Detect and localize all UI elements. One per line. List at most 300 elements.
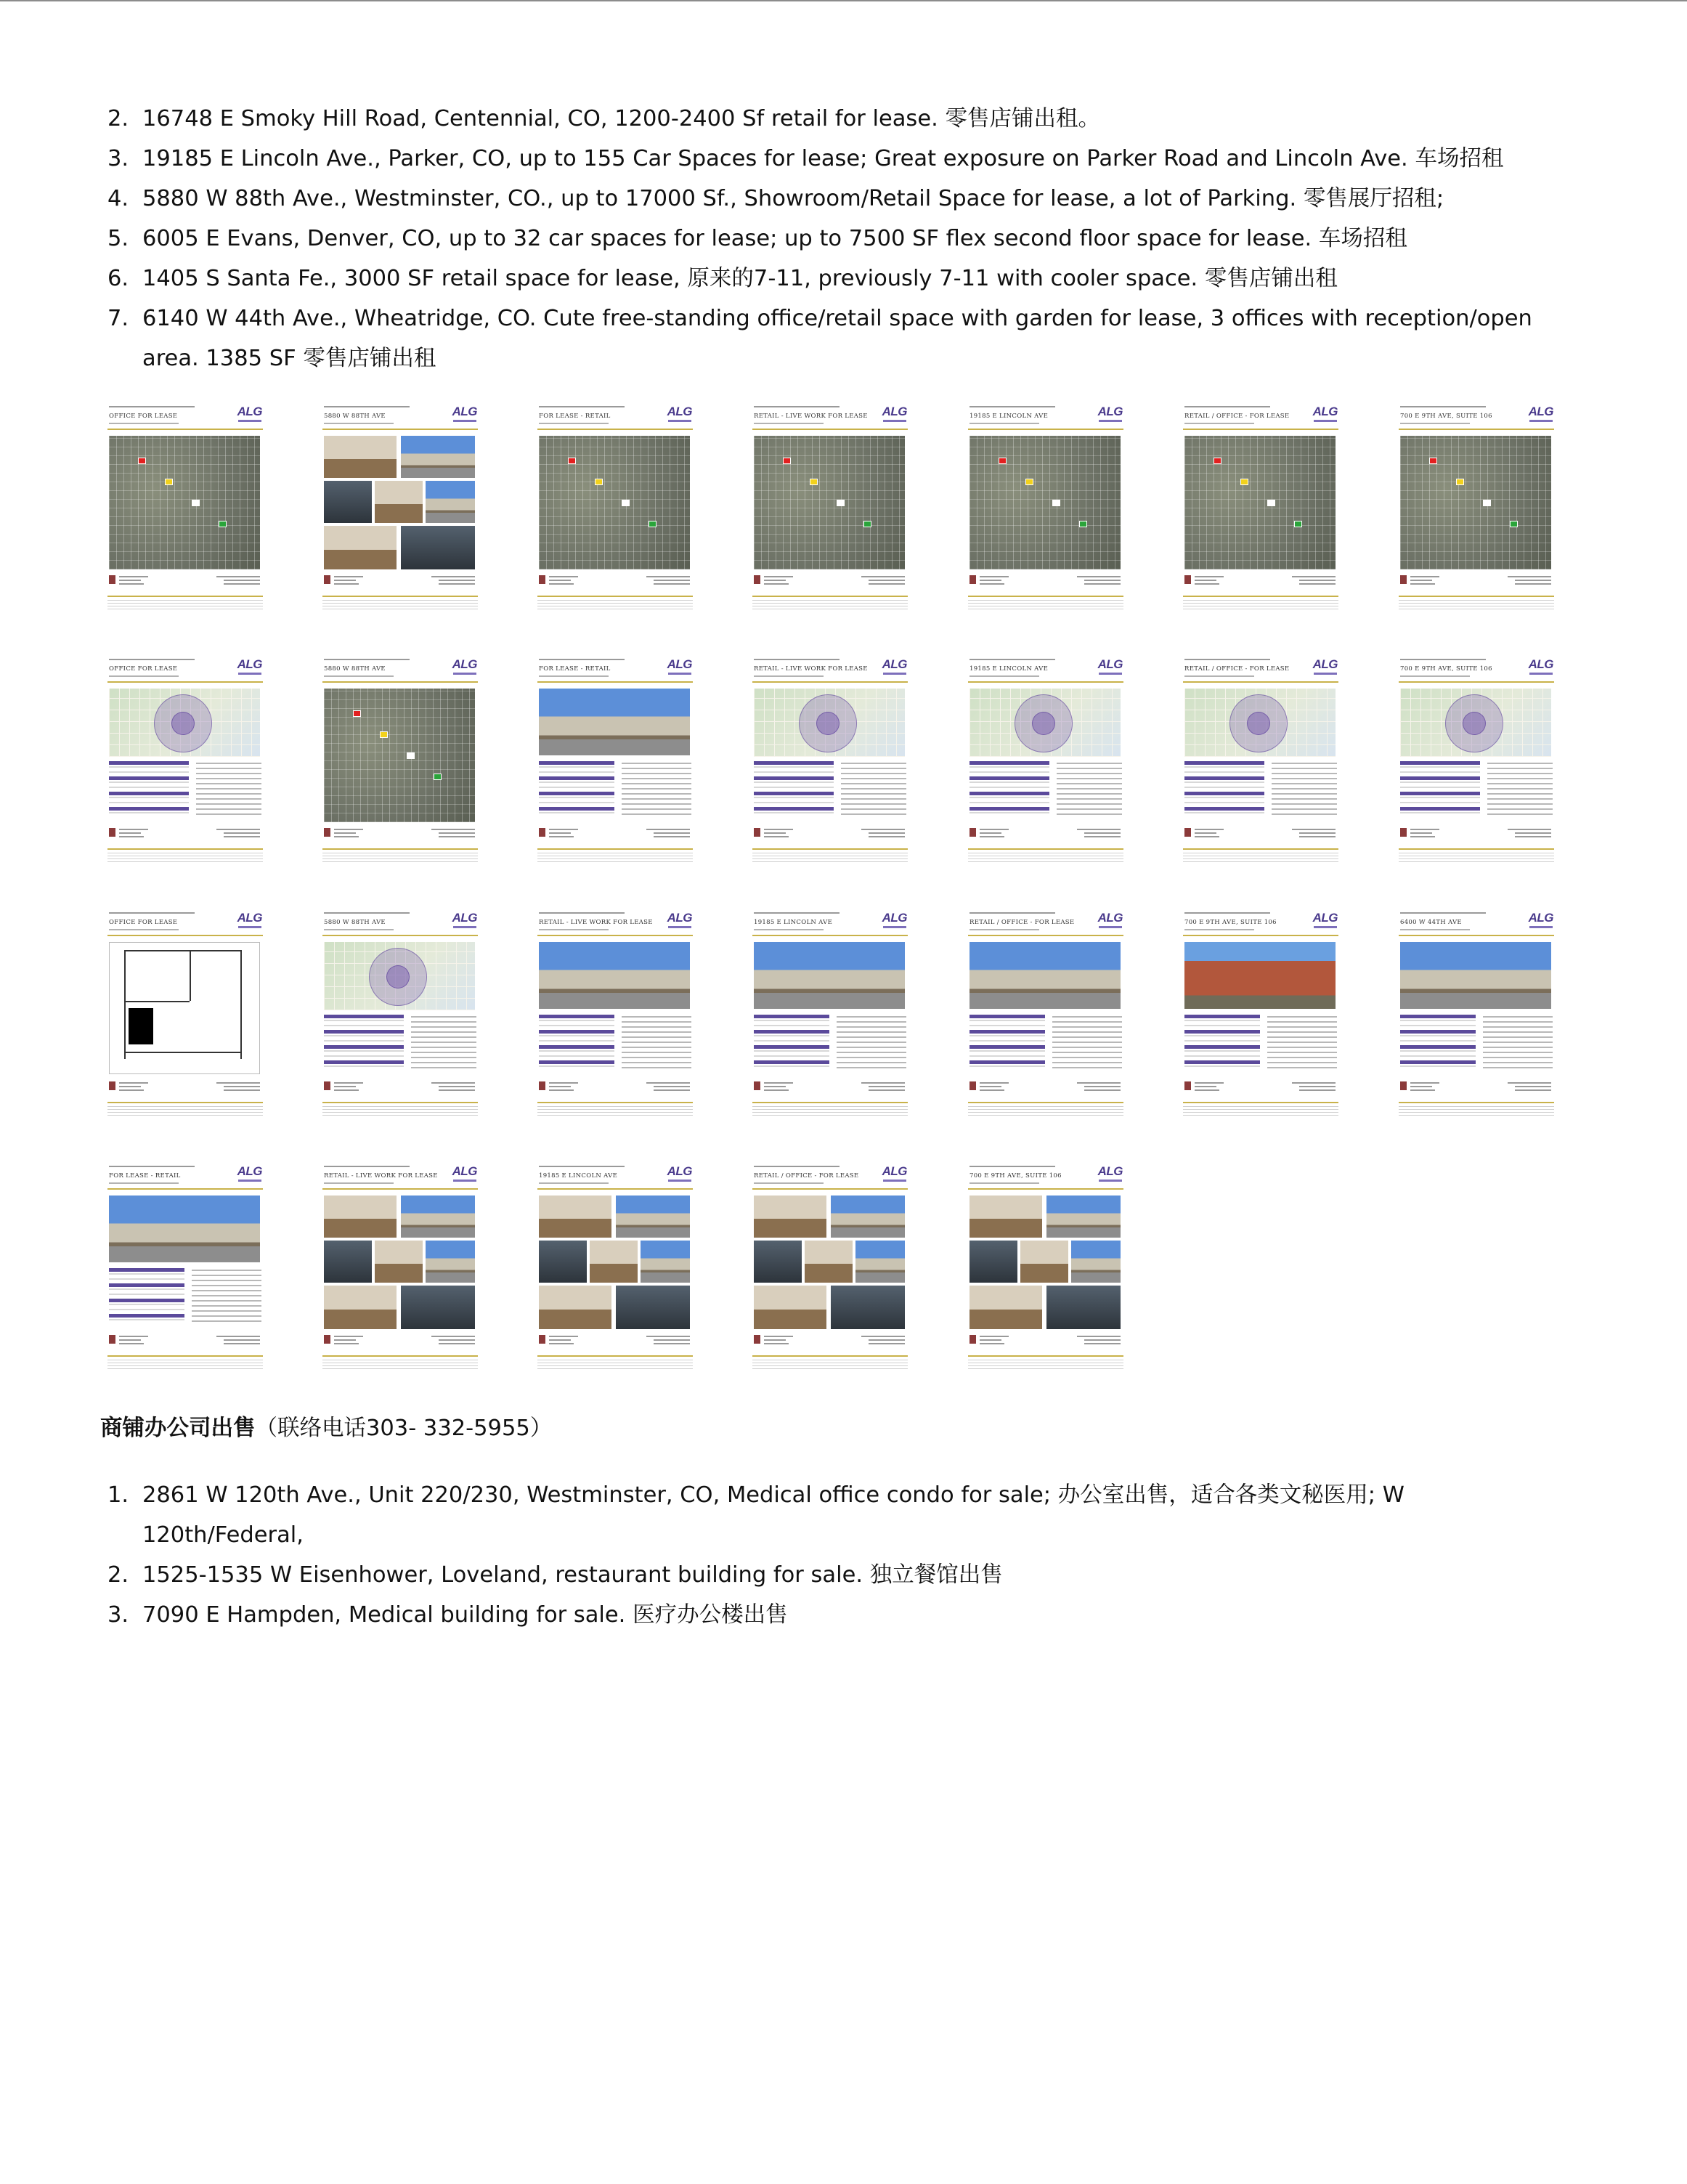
table-row [539,807,614,811]
footer-text-line [1292,576,1336,577]
brochure-body [752,436,908,571]
table-row [192,1270,261,1271]
table-row [622,1042,691,1043]
brochure-subtitle [969,1182,1039,1184]
footer-text-line [439,583,475,585]
footer-text-line [1077,1082,1121,1084]
list-item [107,139,1566,179]
brochure-photo [401,526,475,569]
brochure-kicker [1400,659,1486,660]
footer-text-line [549,832,571,834]
alg-logo-tagline [883,420,906,422]
table-row [841,783,906,784]
footer-text-line [334,1343,359,1344]
brochure-photo [324,1241,372,1283]
brochure-title: RETAIL / OFFICE - FOR LEASE [754,1172,859,1180]
agent-photo [1184,575,1191,584]
footer-text-line [1084,580,1121,581]
table-row [622,783,691,784]
brochure-title: FOR LEASE - RETAIL [539,665,611,673]
table-row [1400,807,1480,811]
brochure-body [537,942,693,1077]
brochure-kicker [324,406,410,407]
table-row [539,1065,614,1067]
brochure-body [107,689,263,824]
alg-logo: ALG [1528,911,1553,925]
footer-text-line [119,829,148,830]
list-text: 19185 E Lincoln Ave., Parker, CO, up to 155 Car Spaces for lease; Great exposure on Parker Road and Lincoln Ave. 车场招租 [142,146,1504,171]
brochure-body [1399,689,1554,824]
footer-text-line [764,1082,793,1084]
footer-text-line [764,576,793,577]
agent-photo [539,1081,545,1090]
brochure-subtitle [754,423,824,424]
alg-logo-tagline [1314,926,1337,928]
footer-text-line [334,836,359,837]
alg-logo: ALG [452,657,477,671]
footer-text-line [1084,1339,1121,1341]
table-row [1400,1035,1476,1036]
disclaimer-line [107,1106,263,1107]
footer-text-line [1410,836,1435,837]
table-row [1400,1045,1476,1049]
footer-divider [322,848,478,850]
table-row [539,812,614,813]
lease-list [107,99,1566,378]
brochure-thumbnail [752,910,908,1119]
table-row [622,798,691,800]
table-row [411,1036,476,1038]
alg-logo: ALG [452,405,477,418]
footer-text-line [764,1339,786,1341]
alg-logo: ALG [1097,657,1123,671]
table-row [622,1036,691,1038]
brochure-subtitle [1400,675,1470,677]
list-number: 4. [107,186,129,211]
table-row [109,766,189,768]
footer-text-line [334,1082,363,1084]
footer-text-line [1084,836,1121,837]
brochure-title: 19185 E LINCOLN AVE [539,1172,618,1180]
footer-text-line [1515,583,1551,585]
table-row [1052,1052,1122,1053]
table-row [109,1273,184,1275]
alg-logo: ALG [237,405,262,418]
table-row [1057,778,1122,779]
table-row [754,766,834,768]
footer-text-line [861,1082,905,1084]
brochure-kicker [754,659,840,660]
table-row [1483,1062,1553,1063]
disclaimer-line [537,600,693,601]
footer-text-line [980,576,1009,577]
table-row [1267,1031,1337,1033]
table-row [324,1065,404,1067]
footer-text-line [549,583,574,585]
brochure-divider [537,935,693,936]
plan-wall [124,950,126,1059]
brochure-divider [1183,681,1338,683]
table-row [324,1060,404,1064]
footer-text-line [1077,829,1121,830]
table-row [109,1283,184,1287]
map-marker [138,458,146,464]
table-row [1267,1062,1337,1063]
disclaimer-line [752,861,908,862]
brochure-divider [1399,681,1554,683]
footer-text-line [1077,1336,1121,1337]
top-border [0,0,1687,1]
table-row [109,782,189,783]
table-row [1184,776,1264,780]
footer-divider [752,1102,908,1103]
footer-text-line [216,1082,260,1084]
brochure-subtitle [109,423,179,424]
brochure-footer [968,1333,1123,1373]
brochure-header [968,910,1123,935]
table-row [1400,766,1480,768]
table-row [754,1030,829,1034]
agent-photo [539,828,545,837]
table-row [969,1030,1045,1034]
disclaimer-line [107,600,263,601]
brochure-title: 700 E 9TH AVE, SUITE 106 [1400,413,1492,420]
alg-logo: ALG [237,1164,262,1178]
brochure-photo [969,1286,1042,1329]
disclaimer-line [537,1112,693,1113]
brochure-header [1399,657,1554,681]
table-row [109,1309,184,1310]
footer-text-line [119,1082,148,1084]
footer-text-line [980,832,1001,834]
alg-logo: ALG [1097,405,1123,418]
disclaimer-line [1183,603,1338,604]
table-row [1483,1042,1553,1043]
footer-divider [968,848,1123,850]
brochure-header [107,404,263,429]
table-row [1400,1020,1476,1021]
table-row [1052,1021,1122,1023]
footer-text-line [216,829,260,830]
brochure-title: RETAIL / OFFICE - FOR LEASE [1184,413,1290,420]
footer-text-line [869,583,905,585]
brochure-thumbnail [537,1164,693,1373]
brochure-footer [107,1333,263,1373]
brochure-photo [590,1241,638,1283]
brochure-header [537,657,693,681]
footer-divider [322,596,478,597]
footer-text-line [439,836,475,837]
map-marker [649,521,656,527]
brochure-footer [752,1080,908,1119]
list-number: 1. [107,1482,129,1508]
list-number: 2. [107,1562,129,1588]
brochure-body [322,1195,478,1331]
footer-text-line [1515,836,1551,837]
agent-photo [109,575,115,584]
brochure-title: 700 E 9TH AVE, SUITE 106 [1400,665,1492,673]
brochure-footer [322,827,478,866]
table-row [622,773,691,774]
brochure-thumbnail [107,910,263,1119]
footer-divider [752,596,908,597]
table-row [622,813,691,815]
brochure-footer [537,827,693,866]
brochure-photo [969,1241,1017,1283]
brochure-subtitle [754,1182,824,1184]
brochure-photo [426,481,475,523]
table-row [1487,803,1553,805]
footer-text-line [980,580,1001,581]
table-row [1483,1057,1553,1058]
brochure-title: FOR LEASE - RETAIL [539,413,611,420]
footer-divider [1183,848,1338,850]
brochure-divider [968,935,1123,936]
footer-text-line [980,1089,1004,1091]
brochure-footer [537,574,693,613]
disclaimer-line [968,600,1123,601]
footer-text-line [549,1336,578,1337]
brochure-footer [1183,574,1338,613]
table-row [109,802,189,803]
table-row [1272,778,1337,779]
table-row [969,1045,1045,1049]
footer-text-line [119,832,141,834]
footer-divider [322,1102,478,1103]
brochure-body [322,942,478,1077]
list-item [107,259,1566,299]
brochure-kicker [1184,912,1270,914]
footer-divider [107,596,263,597]
brochure-kicker [969,1166,1055,1167]
brochure-header [752,1164,908,1188]
alg-logo: ALG [882,911,907,925]
footer-text-line [334,580,356,581]
table-row [196,778,261,779]
table-row [1400,1030,1476,1034]
alg-logo-tagline [1099,673,1122,675]
table-row [1483,1031,1553,1033]
list-text: 7090 E Hampden, Medical building for sale. 医疗办公楼出售 [142,1602,788,1628]
brochure-photo [855,1241,905,1283]
brochure-title: FOR LEASE - RETAIL [109,1172,181,1180]
list-text: 6140 W 44th Ave., Wheatridge, CO. Cute free-standing office/retail space with garden for lease, 3 offices with reception/open area. 1385 SF 零售店铺出租 [142,306,1532,371]
table-row [539,797,614,798]
alg-logo-tagline [238,926,261,928]
agent-photo [109,1335,115,1344]
table-row [841,788,906,789]
table-row [1184,792,1264,795]
table-row [754,782,834,783]
table-row [1184,1055,1260,1057]
table-row [1483,1047,1553,1048]
sale-heading-title: 商铺办公司出售 [100,1416,256,1441]
footer-text-line [1508,1082,1551,1084]
disclaimer-line [968,1368,1123,1369]
brochure-subtitle [109,1182,179,1184]
brochure-photo [375,481,423,523]
disclaimer-line [322,600,478,601]
disclaimer-line [752,1106,908,1107]
brochure-subtitle [324,1182,394,1184]
disclaimer-line [322,861,478,862]
brochure-subtitle [969,423,1039,424]
table-row [1483,1067,1553,1068]
map-marker [1214,458,1221,464]
table-row [1400,761,1480,765]
map-marker [622,500,630,506]
brochure-thumbnail [322,657,478,866]
map-marker [434,774,442,780]
map-marker [783,458,791,464]
table-row [1057,803,1122,805]
table-row [754,1055,829,1057]
footer-text-line [334,583,359,585]
table-row [969,766,1049,768]
table-row [969,1040,1045,1042]
agent-photo [1400,1081,1407,1090]
table-row [539,1035,614,1036]
table-row [969,771,1049,773]
brochure-title: 19185 E LINCOLN AVE [969,413,1049,420]
table-row [1400,802,1480,803]
table-row [539,1040,614,1042]
footer-divider [107,848,263,850]
brochure-body [1183,689,1338,824]
disclaimer-line [752,603,908,604]
disclaimer-line [322,1115,478,1116]
plan-block [129,1008,153,1044]
footer-text-line [1292,829,1336,830]
table-row [1400,1065,1476,1067]
footer-text-line [654,1089,690,1091]
table-row [324,1025,404,1026]
footer-text-line [1299,580,1336,581]
brochure-title: 19185 E LINCOLN AVE [754,919,833,926]
table-row [1057,768,1122,769]
brochure-divider [537,429,693,430]
disclaimer-line [537,1365,693,1366]
footer-text-line [646,1336,690,1337]
brochure-title: OFFICE FOR LEASE [109,413,178,420]
table-row [969,776,1049,780]
table-row [841,763,906,764]
brochure-kicker [539,406,625,407]
brochure-kicker [1184,406,1270,407]
footer-divider [968,596,1123,597]
footer-divider [537,848,693,850]
alg-logo-tagline [883,673,906,675]
footer-text-line [654,1339,690,1341]
radius-ring [386,965,410,989]
brochure-body [752,942,908,1077]
table-row [109,1294,184,1295]
brochure-body [968,1195,1123,1331]
footer-text-line [980,1343,1004,1344]
list-number: 6. [107,266,129,291]
table-row [1267,1021,1337,1023]
table-row [1487,773,1553,774]
disclaimer-line [752,1368,908,1369]
table-row [1483,1016,1553,1018]
alg-logo-tagline [1099,926,1122,928]
table-row [1057,808,1122,810]
disclaimer-line [752,1109,908,1110]
table-row [622,778,691,779]
table-row [192,1295,261,1296]
area-map [1400,689,1551,757]
brochure-body [537,1195,693,1331]
table-row [539,766,614,768]
brochure-divider [1399,935,1554,936]
brochure-photo [1400,942,1551,1009]
brochure-kicker [1184,659,1270,660]
brochure-title: RETAIL / OFFICE - FOR LEASE [1184,665,1290,673]
table-row [411,1062,476,1063]
footer-text-line [1410,829,1439,830]
brochure-photo [1071,1241,1121,1283]
brochure-kicker [969,912,1055,914]
brochure-photo [539,1286,611,1329]
list-item [107,299,1566,378]
brochure-kicker [539,1166,625,1167]
plan-wall [190,950,191,1001]
table-row [1272,793,1337,795]
table-row [754,1020,829,1021]
table-row [1487,783,1553,784]
table-row [754,787,834,788]
brochure-header [968,657,1123,681]
map-marker [1079,521,1087,527]
map-marker [1240,479,1248,485]
table-row [837,1042,906,1043]
table-row [411,1057,476,1058]
alg-logo-tagline [453,673,476,675]
footer-text-line [861,829,905,830]
disclaimer-line [322,603,478,604]
brochure-kicker [1400,406,1486,407]
table-row [1487,768,1553,769]
disclaimer-line [968,603,1123,604]
map-marker [1429,458,1437,464]
table-row [1184,1040,1260,1042]
brochure-photo [969,942,1121,1009]
map-marker [353,710,361,717]
table-row [622,793,691,795]
footer-text-line [654,1343,690,1344]
brochure-photo [969,1195,1042,1238]
table-row [622,768,691,769]
agent-photo [969,828,976,837]
disclaimer-line [107,1112,263,1113]
table-row [1052,1031,1122,1033]
plan-wall [124,1001,190,1002]
brochure-subtitle [539,675,609,677]
brochure-divider [107,681,263,683]
disclaimer-line [968,1106,1123,1107]
brochure-divider [322,1188,478,1190]
table-row [1483,1021,1553,1023]
footer-divider [1399,596,1554,597]
table-row [411,1021,476,1023]
disclaimer-line [1183,1115,1338,1116]
alg-logo-tagline [238,673,261,675]
map-marker [810,479,818,485]
table-row [109,792,189,795]
brochure-thumbnail [968,404,1123,613]
footer-text-line [334,576,363,577]
table-row [411,1016,476,1018]
